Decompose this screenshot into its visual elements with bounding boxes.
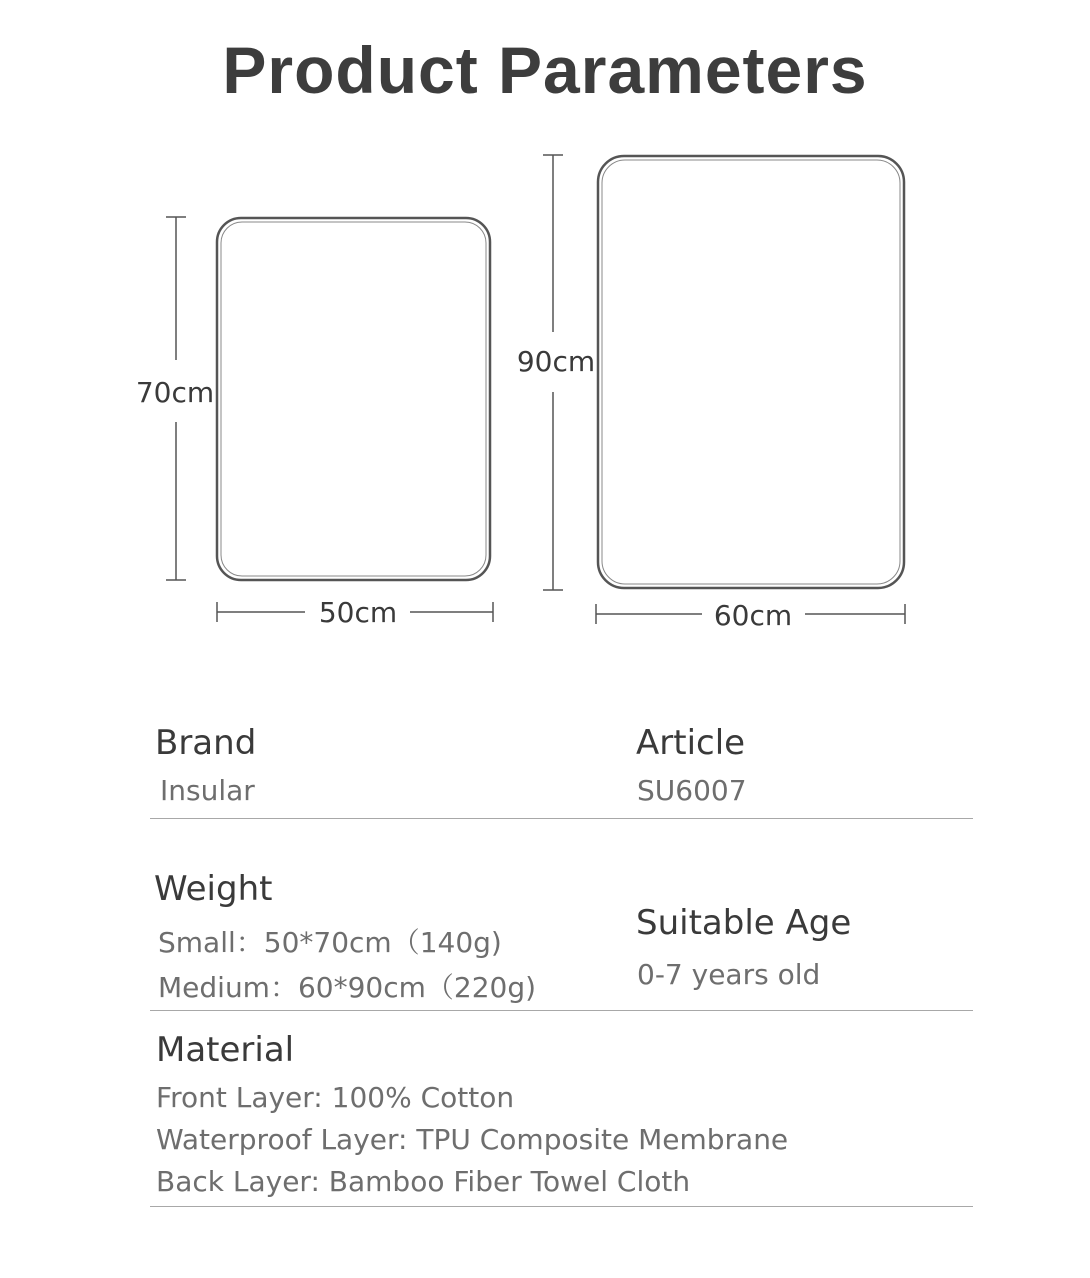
- medium-pad-outline: [598, 156, 904, 588]
- small-height-label: 70cm: [135, 376, 215, 409]
- brand-value: Insular: [160, 774, 255, 807]
- page-title: Product Parameters: [222, 33, 868, 107]
- medium-pad-inner-outline: [602, 160, 900, 584]
- material-front-layer: Front Layer: 100% Cotton: [156, 1081, 515, 1114]
- small-pad-inner-outline: [221, 222, 486, 576]
- small-pad-outline: [217, 218, 490, 580]
- medium-width-label: 60cm: [713, 599, 793, 632]
- article-value: SU6007: [637, 774, 747, 807]
- weight-label: Weight: [154, 869, 273, 909]
- age-label: Suitable Age: [636, 903, 852, 943]
- medium-pad-diagram: [517, 155, 905, 632]
- weight-small-value: Small：50*70cm（140g): [158, 926, 502, 959]
- material-waterproof-layer: Waterproof Layer: TPU Composite Membrane: [156, 1123, 789, 1156]
- weight-medium-value: Medium：60*90cm（220g): [158, 971, 537, 1004]
- divider-3: [150, 1206, 973, 1207]
- divider-2: [150, 1010, 973, 1011]
- brand-label: Brand: [155, 723, 257, 763]
- material-label: Material: [156, 1030, 295, 1070]
- small-width-label: 50cm: [318, 596, 398, 629]
- small-pad-diagram: [136, 217, 493, 629]
- medium-height-label: 90cm: [516, 345, 596, 378]
- age-value: 0-7 years old: [637, 958, 821, 991]
- divider-1: [150, 818, 973, 819]
- article-label: Article: [636, 723, 746, 763]
- material-back-layer: Back Layer: Bamboo Fiber Towel Cloth: [156, 1165, 691, 1198]
